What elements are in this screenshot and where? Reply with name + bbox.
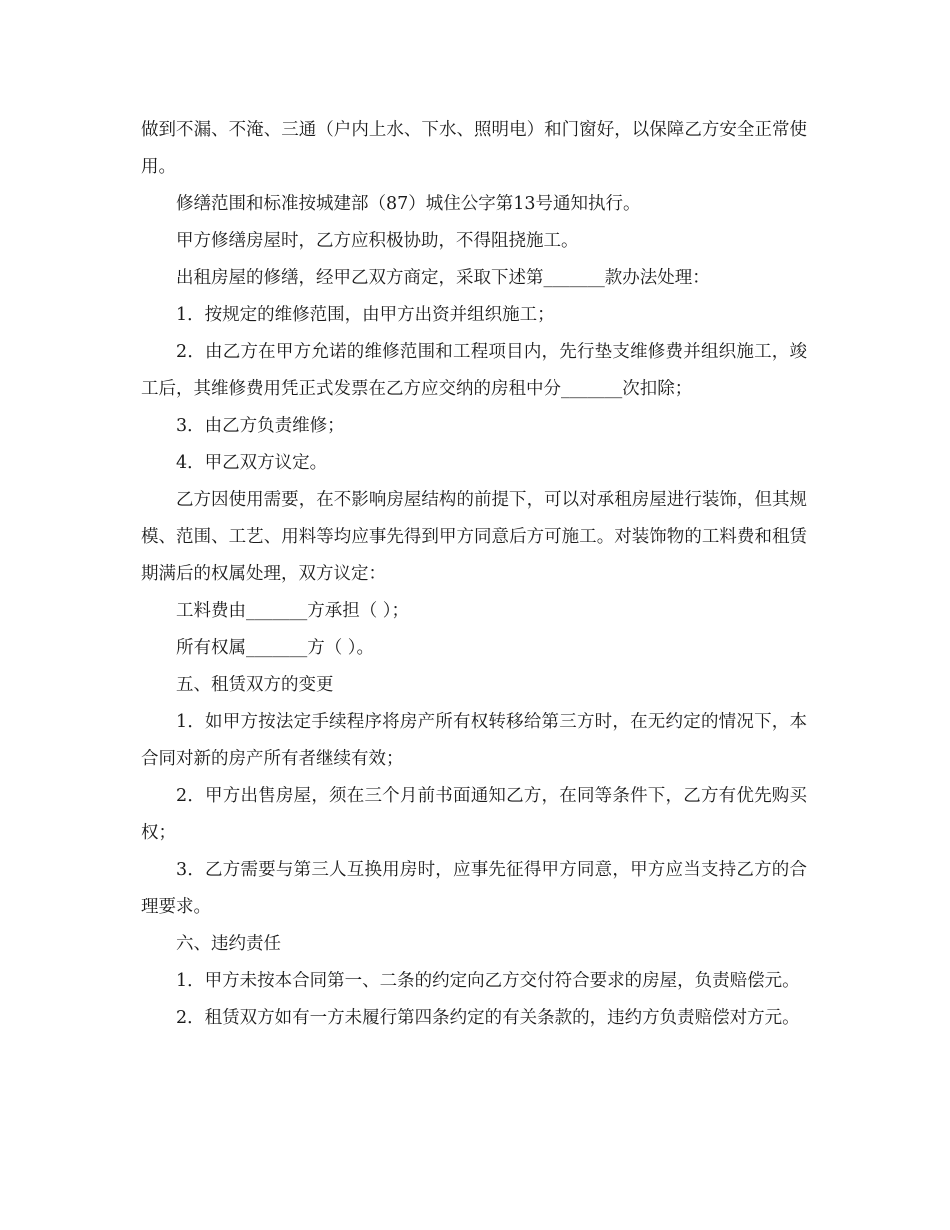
list-item: 1．甲方未按本合同第一、二条的约定向乙方交付符合要求的房屋，负责赔偿元。 xyxy=(176,971,800,991)
list-item: 1．如甲方按法定手续程序将房产所有权转移给第三方时，在无约定的情况下，本合同对新的房产所有者继续有效； xyxy=(141,712,807,769)
paragraph: 乙方因使用需要，在不影响房屋结构的前提下，可以对承租房屋进行装饰，但其规模、范围、工艺、用料等均应事先得到甲方同意后方可施工。对装饰物的工料费和租赁期满后的权属处理，双方议定： xyxy=(141,490,807,584)
paragraph: 出租房屋的修缮，经甲乙双方商定，采取下述第_______款办法处理： xyxy=(176,268,710,288)
list-item: 3．由乙方负责维修； xyxy=(176,416,345,436)
paragraph: 修缮范围和标准按城建部（87）城住公字第13号通知执行。 xyxy=(176,194,641,214)
list-item: 3．乙方需要与第三人互换用房时，应事先征得甲方同意，甲方应当支持乙方的合理要求。 xyxy=(141,860,807,917)
document-body xyxy=(141,112,807,1037)
list-item: 2．租赁双方如有一方未履行第四条约定的有关条款的，违约方负责赔偿对方元。 xyxy=(176,1008,800,1028)
paragraph: 做到不漏、不淹、三通（户内上水、下水、照明电）和门窗好，以保障乙方安全正常使用。 xyxy=(141,120,807,177)
paragraph: 甲方修缮房屋时，乙方应积极协助，不得阻挠施工。 xyxy=(176,231,579,251)
paragraph: 所有权属_______方（ ）。 xyxy=(176,638,375,658)
list-item: 2．由乙方在甲方允诺的维修范围和工程项目内，先行垫支维修费并组织施工，竣工后，其维修费用凭正式发票在乙方应交纳的房租中分_______次扣除； xyxy=(141,342,807,399)
paragraph: 工料费由_______方承担（ ）； xyxy=(176,601,410,621)
list-item: 4．甲乙双方议定。 xyxy=(176,453,328,473)
list-item: 1．按规定的维修范围，由甲方出资并组织施工； xyxy=(176,305,555,325)
section-heading: 六、违约责任 xyxy=(176,934,281,954)
list-item: 2．甲方出售房屋，须在三个月前书面通知乙方，在同等条件下，乙方有优先购买权； xyxy=(141,786,807,843)
section-heading: 五、租赁双方的变更 xyxy=(176,675,334,695)
